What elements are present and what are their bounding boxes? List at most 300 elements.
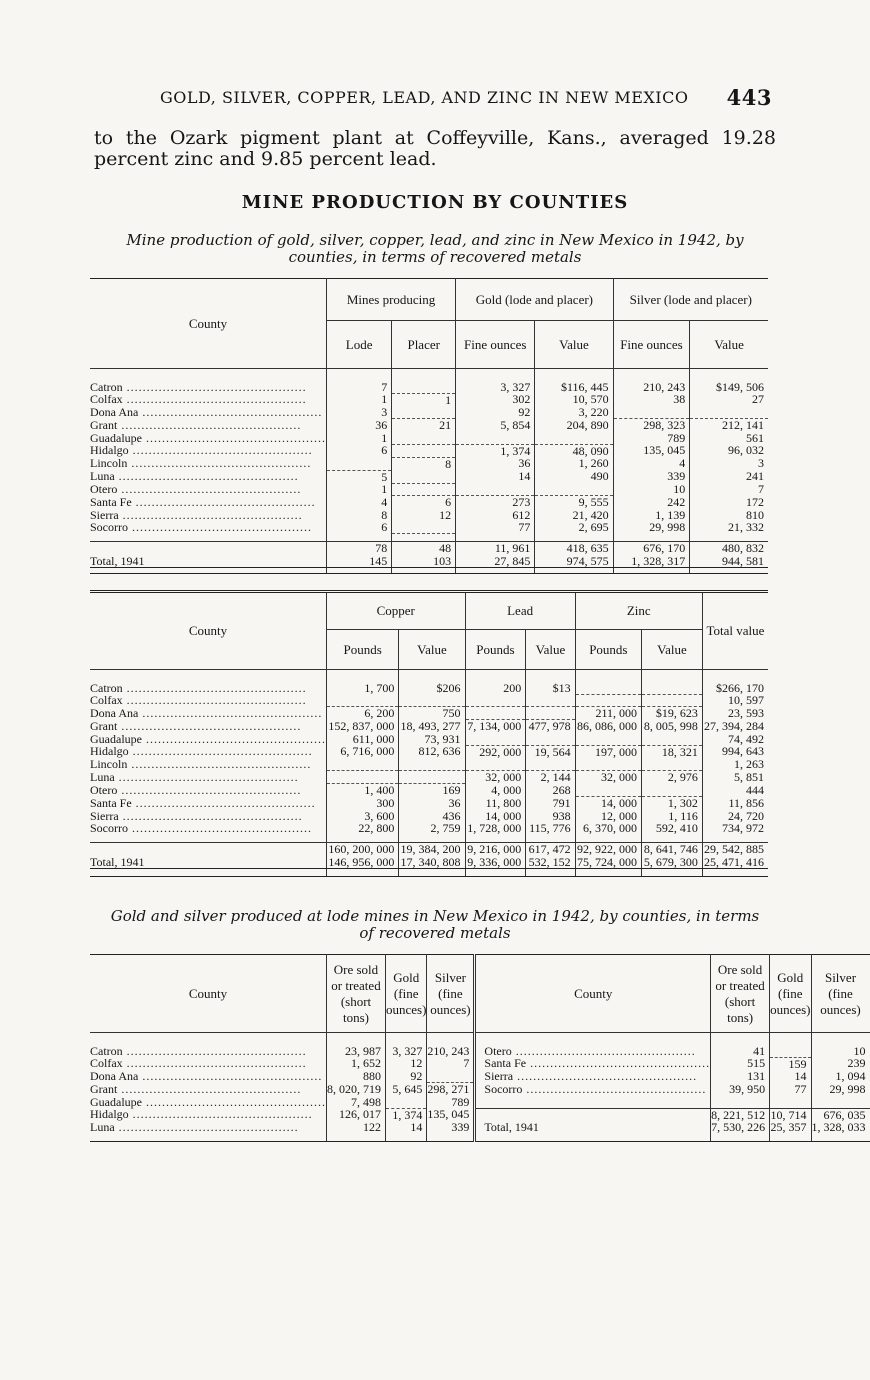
county-cell: Guadalupe ..... (90, 432, 326, 445)
value-cell (575, 694, 641, 707)
intro-paragraph (94, 128, 776, 170)
pad-cell (90, 1134, 326, 1142)
value-cell: 6 (326, 521, 391, 534)
value-cell (326, 457, 391, 470)
value-cell (399, 758, 465, 771)
value-cell (392, 470, 456, 483)
table1-gold-header: Gold (lode and placer) (456, 279, 613, 321)
table1-silver-ounces-header: Fine ounces (613, 321, 690, 369)
table-row (90, 720, 768, 733)
value-cell: $116, 445 (535, 381, 613, 394)
pad-cell (475, 1134, 711, 1142)
total-cell: 944, 581 (690, 555, 768, 568)
value-cell: 7 (758, 482, 764, 496)
value-cell: 292, 000 (465, 745, 526, 758)
value-cell: 8, 020, 719 (326, 1083, 385, 1096)
value-cell: 298, 271 (427, 1083, 475, 1096)
table3-caption (94, 908, 776, 942)
value-cell (535, 432, 613, 445)
table-row (90, 822, 768, 835)
pad-cell (392, 568, 456, 574)
value-cell: $13 (526, 682, 575, 695)
value-cell (642, 682, 703, 695)
value-cell (392, 444, 456, 457)
value-cell: 169 (399, 784, 465, 797)
value-cell (575, 784, 641, 797)
pad-cell (535, 568, 613, 574)
value-cell: 561 (746, 430, 764, 445)
value-cell (427, 1070, 475, 1083)
value-cell: 1, 374 (456, 444, 535, 457)
county-cell: Grant ..... (90, 720, 326, 733)
total-label: Total, 1941 (475, 1121, 711, 1134)
county-cell: Hidalgo ..... (90, 444, 326, 457)
value-cell (399, 771, 465, 784)
table2-zinc-value-header: Value (642, 630, 703, 670)
value-cell: $149, 506 (716, 379, 764, 394)
total-cell: 8, 641, 746 (642, 843, 703, 856)
lode-mines-table (90, 954, 870, 1142)
table1-caption-line-1: Mine production of gold, silver, copper, lead, and zinc in New Mexico in 1942, by (126, 231, 744, 249)
value-cell: 41 (711, 1045, 770, 1058)
table3-county-header-right: County (475, 955, 711, 1033)
county-cell: Sierra ..... (90, 810, 326, 823)
value-cell: 8, 005, 998 (642, 720, 703, 733)
pad-cell (811, 1134, 870, 1142)
spacer-cell (90, 835, 326, 843)
total-cell: 1, 328, 317 (613, 555, 690, 568)
value-cell: 23, 987 (326, 1045, 385, 1058)
value-cell: 1, 652 (326, 1057, 385, 1070)
value-cell (326, 694, 398, 707)
table-row (90, 406, 768, 419)
value-cell: 1 (326, 432, 391, 445)
value-cell: 734, 972 (722, 821, 764, 835)
table2-copper-value-header: Value (399, 630, 465, 670)
total-label: Total, 1941 (90, 856, 326, 869)
value-cell: 29, 998 (829, 1081, 866, 1096)
value-cell (535, 483, 613, 496)
value-cell (642, 784, 703, 797)
value-cell (399, 694, 465, 707)
value-cell: 2, 976 (642, 771, 703, 784)
table-row (90, 707, 768, 720)
total-cell: 676, 035 (811, 1108, 870, 1121)
table2-copper-header: Copper (326, 592, 465, 630)
pad-cell (526, 869, 575, 877)
value-cell: 515 (711, 1057, 770, 1070)
value-cell: 11, 800 (465, 797, 526, 810)
value-cell: 23, 593 (728, 705, 764, 720)
value-cell (392, 381, 456, 394)
total-cell: 480, 832 (690, 542, 768, 555)
county-cell: Catron ..... (90, 1045, 326, 1058)
bottom-pad (90, 1134, 870, 1142)
value-cell: 29, 998 (613, 521, 690, 534)
value-cell: 1, 700 (326, 682, 398, 695)
county-cell: Lincoln ..... (90, 758, 326, 771)
value-cell: 18, 321 (642, 745, 703, 758)
total-cell: 27, 845 (456, 555, 535, 568)
total-cell: 145 (326, 555, 391, 568)
table-row (90, 457, 768, 470)
value-cell: 4 (326, 496, 391, 509)
total-row (90, 856, 768, 869)
running-title: GOLD, SILVER, COPPER, LEAD, AND ZINC IN NEW MEXICO (160, 88, 689, 107)
value-cell (575, 682, 641, 695)
table1-county-header: County (90, 279, 326, 369)
value-cell: $206 (399, 682, 465, 695)
pad-cell (456, 568, 535, 574)
value-cell: 9, 555 (535, 496, 613, 509)
county-cell: Guadalupe ..... (90, 1096, 326, 1109)
value-cell: 12 (392, 509, 456, 522)
total-cell: 103 (392, 555, 456, 568)
value-cell: 1 (326, 393, 391, 406)
table-row (90, 496, 768, 509)
value-cell: 1, 728, 000 (465, 822, 526, 835)
value-cell: 135, 045 (427, 1108, 475, 1121)
pad-cell (385, 1134, 426, 1142)
table-row (90, 483, 768, 496)
value-cell: 2, 144 (526, 771, 575, 784)
table1-mines-producing-header: Mines producing (326, 279, 455, 321)
value-cell: 490 (535, 470, 613, 483)
value-cell: 1 (392, 393, 456, 406)
value-cell: 39, 950 (711, 1083, 770, 1096)
value-cell (456, 483, 535, 496)
table3-ore-header-left: Ore sold or treated (short tons) (326, 955, 385, 1033)
total-cell: 160, 200, 000 (326, 843, 398, 856)
value-cell: 10 (613, 483, 690, 496)
value-cell: 115, 776 (526, 822, 575, 835)
county-cell: Colfax ..... (90, 694, 326, 707)
production-table-base-metals (90, 590, 768, 877)
value-cell: 74, 492 (728, 731, 764, 746)
value-cell (465, 758, 526, 771)
pad-cell (90, 568, 326, 574)
total-row (90, 843, 768, 856)
total-row (90, 555, 768, 568)
value-cell: 6 (326, 444, 391, 457)
table1-lode-header: Lode (326, 321, 391, 369)
value-cell: 1, 374 (385, 1108, 426, 1121)
value-cell: 19, 564 (526, 745, 575, 758)
total-cell: 25, 471, 416 (702, 856, 768, 869)
pad-cell (326, 869, 398, 877)
value-cell: $19, 623 (642, 707, 703, 720)
value-cell: 14 (770, 1070, 811, 1083)
county-cell: Lincoln ..... (90, 457, 326, 470)
value-cell (690, 406, 768, 419)
value-cell: 1, 302 (642, 797, 703, 810)
intro-line-2: percent zinc and 9.85 percent lead. (94, 148, 437, 170)
table3-gold-header-left: Gold (fine ounces) (385, 955, 426, 1033)
pad-cell (427, 1134, 475, 1142)
value-cell: 96, 032 (728, 443, 764, 458)
total-cell: 17, 340, 808 (399, 856, 465, 869)
running-head (160, 85, 780, 110)
value-cell (385, 1096, 426, 1109)
value-cell: 10, 570 (535, 393, 613, 406)
value-cell: 477, 978 (526, 720, 575, 733)
table-row (90, 784, 768, 797)
value-cell: 12, 000 (575, 810, 641, 823)
value-cell (526, 733, 575, 746)
value-cell: 612 (456, 509, 535, 522)
county-cell: Luna ..... (90, 470, 326, 483)
value-cell (526, 707, 575, 720)
table-row (90, 758, 768, 771)
value-cell: 268 (526, 784, 575, 797)
value-cell: 810 (746, 507, 764, 522)
value-cell (642, 758, 703, 771)
value-cell: 48, 090 (535, 444, 613, 457)
table-row (90, 1121, 870, 1134)
table-row (90, 381, 768, 394)
table-row (90, 521, 768, 534)
pad-cell (711, 1134, 770, 1142)
county-cell: Luna ..... (90, 1121, 326, 1134)
county-cell: Santa Fe ..... (90, 797, 326, 810)
section-title: MINE PRODUCTION BY COUNTIES (241, 192, 629, 213)
value-cell: 32, 000 (575, 771, 641, 784)
value-cell: 197, 000 (575, 745, 641, 758)
county-cell: Grant ..... (90, 419, 326, 432)
page-number: 443 (726, 85, 772, 110)
value-cell: 436 (399, 810, 465, 823)
total-cell: 10, 714 (770, 1108, 811, 1121)
value-cell (465, 694, 526, 707)
value-cell (613, 406, 690, 419)
value-cell: 3 (326, 406, 391, 419)
value-cell: 7 (427, 1057, 475, 1070)
county-cell: Sierra ..... (90, 509, 326, 522)
county-cell: Catron ..... (90, 381, 326, 394)
total-cell: 418, 635 (535, 542, 613, 555)
table-row (90, 733, 768, 746)
total-cell: 8, 221, 512 (711, 1108, 770, 1121)
value-cell: 210, 243 (613, 381, 690, 394)
empty-cell (811, 1096, 870, 1109)
total-cell: 25, 357 (770, 1121, 811, 1134)
county-cell: Santa Fe ..... (90, 496, 326, 509)
value-cell (465, 707, 526, 720)
value-cell (575, 733, 641, 746)
table3-county-header-left: County (90, 955, 326, 1033)
value-cell: 21, 420 (535, 509, 613, 522)
table1-caption-line-2: counties, in terms of recovered metals (288, 248, 582, 266)
county-cell: Dona Ana ..... (90, 1070, 326, 1083)
county-cell: Otero ..... (475, 1045, 711, 1058)
value-cell: 6, 370, 000 (575, 822, 641, 835)
value-cell: 36 (456, 457, 535, 470)
table3-caption-line-1: Gold and silver produced at lode mines in New Mexico in 1942, by counties, in terms (110, 907, 760, 925)
county-cell: Otero ..... (90, 483, 326, 496)
county-cell: Dona Ana ..... (90, 406, 326, 419)
county-cell: Dona Ana ..... (90, 707, 326, 720)
value-cell: 750 (399, 707, 465, 720)
value-cell: 135, 045 (613, 444, 690, 457)
pad-cell (702, 869, 768, 877)
pad-cell (326, 568, 391, 574)
value-cell (465, 733, 526, 746)
value-cell: 273 (456, 496, 535, 509)
county-cell: Socorro ..... (90, 521, 326, 534)
value-cell (456, 432, 535, 445)
table-row (90, 432, 768, 445)
production-table-gold-silver (90, 278, 768, 574)
value-cell: 18, 493, 277 (399, 720, 465, 733)
value-cell: 7, 498 (326, 1096, 385, 1109)
table-row (90, 444, 768, 457)
pad-cell (613, 568, 690, 574)
bottom-pad (90, 869, 768, 877)
county-cell: Catron ..... (90, 682, 326, 695)
value-cell: 86, 086, 000 (575, 720, 641, 733)
value-cell: 27, 394, 284 (704, 718, 764, 733)
bottom-pad (90, 568, 768, 574)
pad-cell (770, 1134, 811, 1142)
value-cell: 21 (392, 419, 456, 432)
value-cell: 22, 800 (326, 822, 398, 835)
value-cell: 241 (746, 469, 764, 484)
table2-lead-value-header: Value (526, 630, 575, 670)
total-cell: 48 (392, 542, 456, 555)
table3-silver-header-right: Silver (fine ounces) (811, 955, 870, 1033)
value-cell (392, 406, 456, 419)
total-cell: 29, 542, 885 (702, 843, 768, 856)
value-cell (770, 1045, 811, 1058)
table2-zinc-pounds-header: Pounds (575, 630, 641, 670)
value-cell: 3 (758, 456, 764, 471)
county-cell: Grant ..... (90, 1083, 326, 1096)
value-cell: 77 (456, 521, 535, 534)
table3-ore-header-right: Ore sold or treated (short tons) (711, 955, 770, 1033)
value-cell: 14 (456, 470, 535, 483)
total-cell: 9, 216, 000 (465, 843, 526, 856)
value-cell: 592, 410 (642, 822, 703, 835)
pad-cell (326, 1134, 385, 1142)
value-cell: 159 (770, 1057, 811, 1070)
total-cell: 92, 922, 000 (575, 843, 641, 856)
value-cell: 73, 931 (399, 733, 465, 746)
total-cell: 5, 679, 300 (642, 856, 703, 869)
value-cell: 24, 720 (728, 808, 764, 823)
empty-cell (475, 1096, 711, 1109)
value-cell: 339 (613, 470, 690, 483)
county-cell: Otero ..... (90, 784, 326, 797)
table-row (90, 1096, 870, 1109)
value-cell (326, 758, 398, 771)
value-cell: 10 (853, 1043, 866, 1058)
value-cell: 152, 837, 000 (326, 720, 398, 733)
spacer-cell (90, 534, 326, 542)
value-cell (642, 733, 703, 746)
table3-caption-line-2: of recovered metals (359, 924, 511, 942)
county-cell: Hidalgo ..... (90, 745, 326, 758)
value-cell: 791 (526, 797, 575, 810)
total-cell: 1, 328, 033 (811, 1120, 866, 1134)
table1-caption (94, 232, 776, 266)
value-cell: 789 (427, 1096, 475, 1109)
value-cell: 131 (711, 1070, 770, 1083)
total-label: Total, 1941 (90, 555, 326, 568)
pad-cell (90, 869, 326, 877)
total-cell: 974, 575 (535, 555, 613, 568)
value-cell: 3, 600 (326, 810, 398, 823)
pad-cell (690, 568, 768, 574)
value-cell: 1, 116 (642, 810, 703, 823)
county-cell: Socorro ..... (475, 1083, 711, 1096)
value-cell: 3, 327 (385, 1045, 426, 1058)
value-cell: 239 (847, 1056, 866, 1071)
empty-cell (711, 1096, 770, 1109)
value-cell: 5, 645 (385, 1083, 426, 1096)
table2-lead-header: Lead (465, 592, 575, 630)
county-cell: Santa Fe ..... (475, 1057, 711, 1070)
value-cell: 200 (465, 682, 526, 695)
county-cell: Luna ..... (90, 771, 326, 784)
table-row (90, 1083, 870, 1096)
table-row (90, 771, 768, 784)
value-cell: 212, 141 (722, 418, 764, 432)
value-cell: 5 (326, 470, 391, 483)
value-cell: 92 (385, 1070, 426, 1083)
value-cell: 7, 134, 000 (465, 720, 526, 733)
intro-line-1: to the Ozark pigment plant at Coffeyville, Kans., averaged 19.28 (94, 127, 776, 149)
county-cell: Hidalgo ..... (90, 1108, 326, 1121)
table1-gold-value-header: Value (535, 321, 613, 369)
value-cell: 1, 400 (326, 784, 398, 797)
value-cell: 6, 716, 000 (326, 745, 398, 758)
empty-cell (770, 1096, 811, 1109)
value-cell: 994, 643 (722, 744, 764, 759)
value-cell: 12 (385, 1057, 426, 1070)
value-cell: 789 (613, 432, 690, 445)
value-cell: 126, 017 (326, 1108, 385, 1121)
total-label (90, 542, 326, 555)
table1-silver-value-header: Value (690, 321, 768, 369)
total-cell: 146, 956, 000 (326, 856, 398, 869)
total-cell: 7, 530, 226 (711, 1121, 770, 1134)
value-cell: 242 (613, 496, 690, 509)
value-cell: 10, 597 (728, 693, 764, 707)
value-cell: 298, 323 (613, 419, 690, 432)
table-row (90, 797, 768, 810)
value-cell: 21, 332 (728, 520, 764, 534)
value-cell: 204, 890 (535, 419, 613, 432)
table2-zinc-header: Zinc (575, 592, 702, 630)
value-cell: 210, 243 (427, 1045, 475, 1058)
value-cell: 611, 000 (326, 733, 398, 746)
total-label (90, 843, 326, 856)
value-cell: 14, 000 (465, 810, 526, 823)
table3-gold-header-right: Gold (fine ounces) (770, 955, 811, 1033)
value-cell: 300 (326, 797, 398, 810)
value-cell: 302 (456, 393, 535, 406)
county-cell: Colfax ..... (90, 1057, 326, 1070)
value-cell: 122 (326, 1121, 385, 1134)
value-cell: 7 (326, 381, 391, 394)
value-cell: 1 (326, 483, 391, 496)
value-cell: 1, 260 (535, 457, 613, 470)
county-cell: Socorro ..... (90, 822, 326, 835)
value-cell: 27 (752, 392, 764, 407)
table2-total-value-header: Total value (702, 592, 768, 670)
table1-placer-header: Placer (392, 321, 456, 369)
county-cell: Sierra ..... (475, 1070, 711, 1083)
